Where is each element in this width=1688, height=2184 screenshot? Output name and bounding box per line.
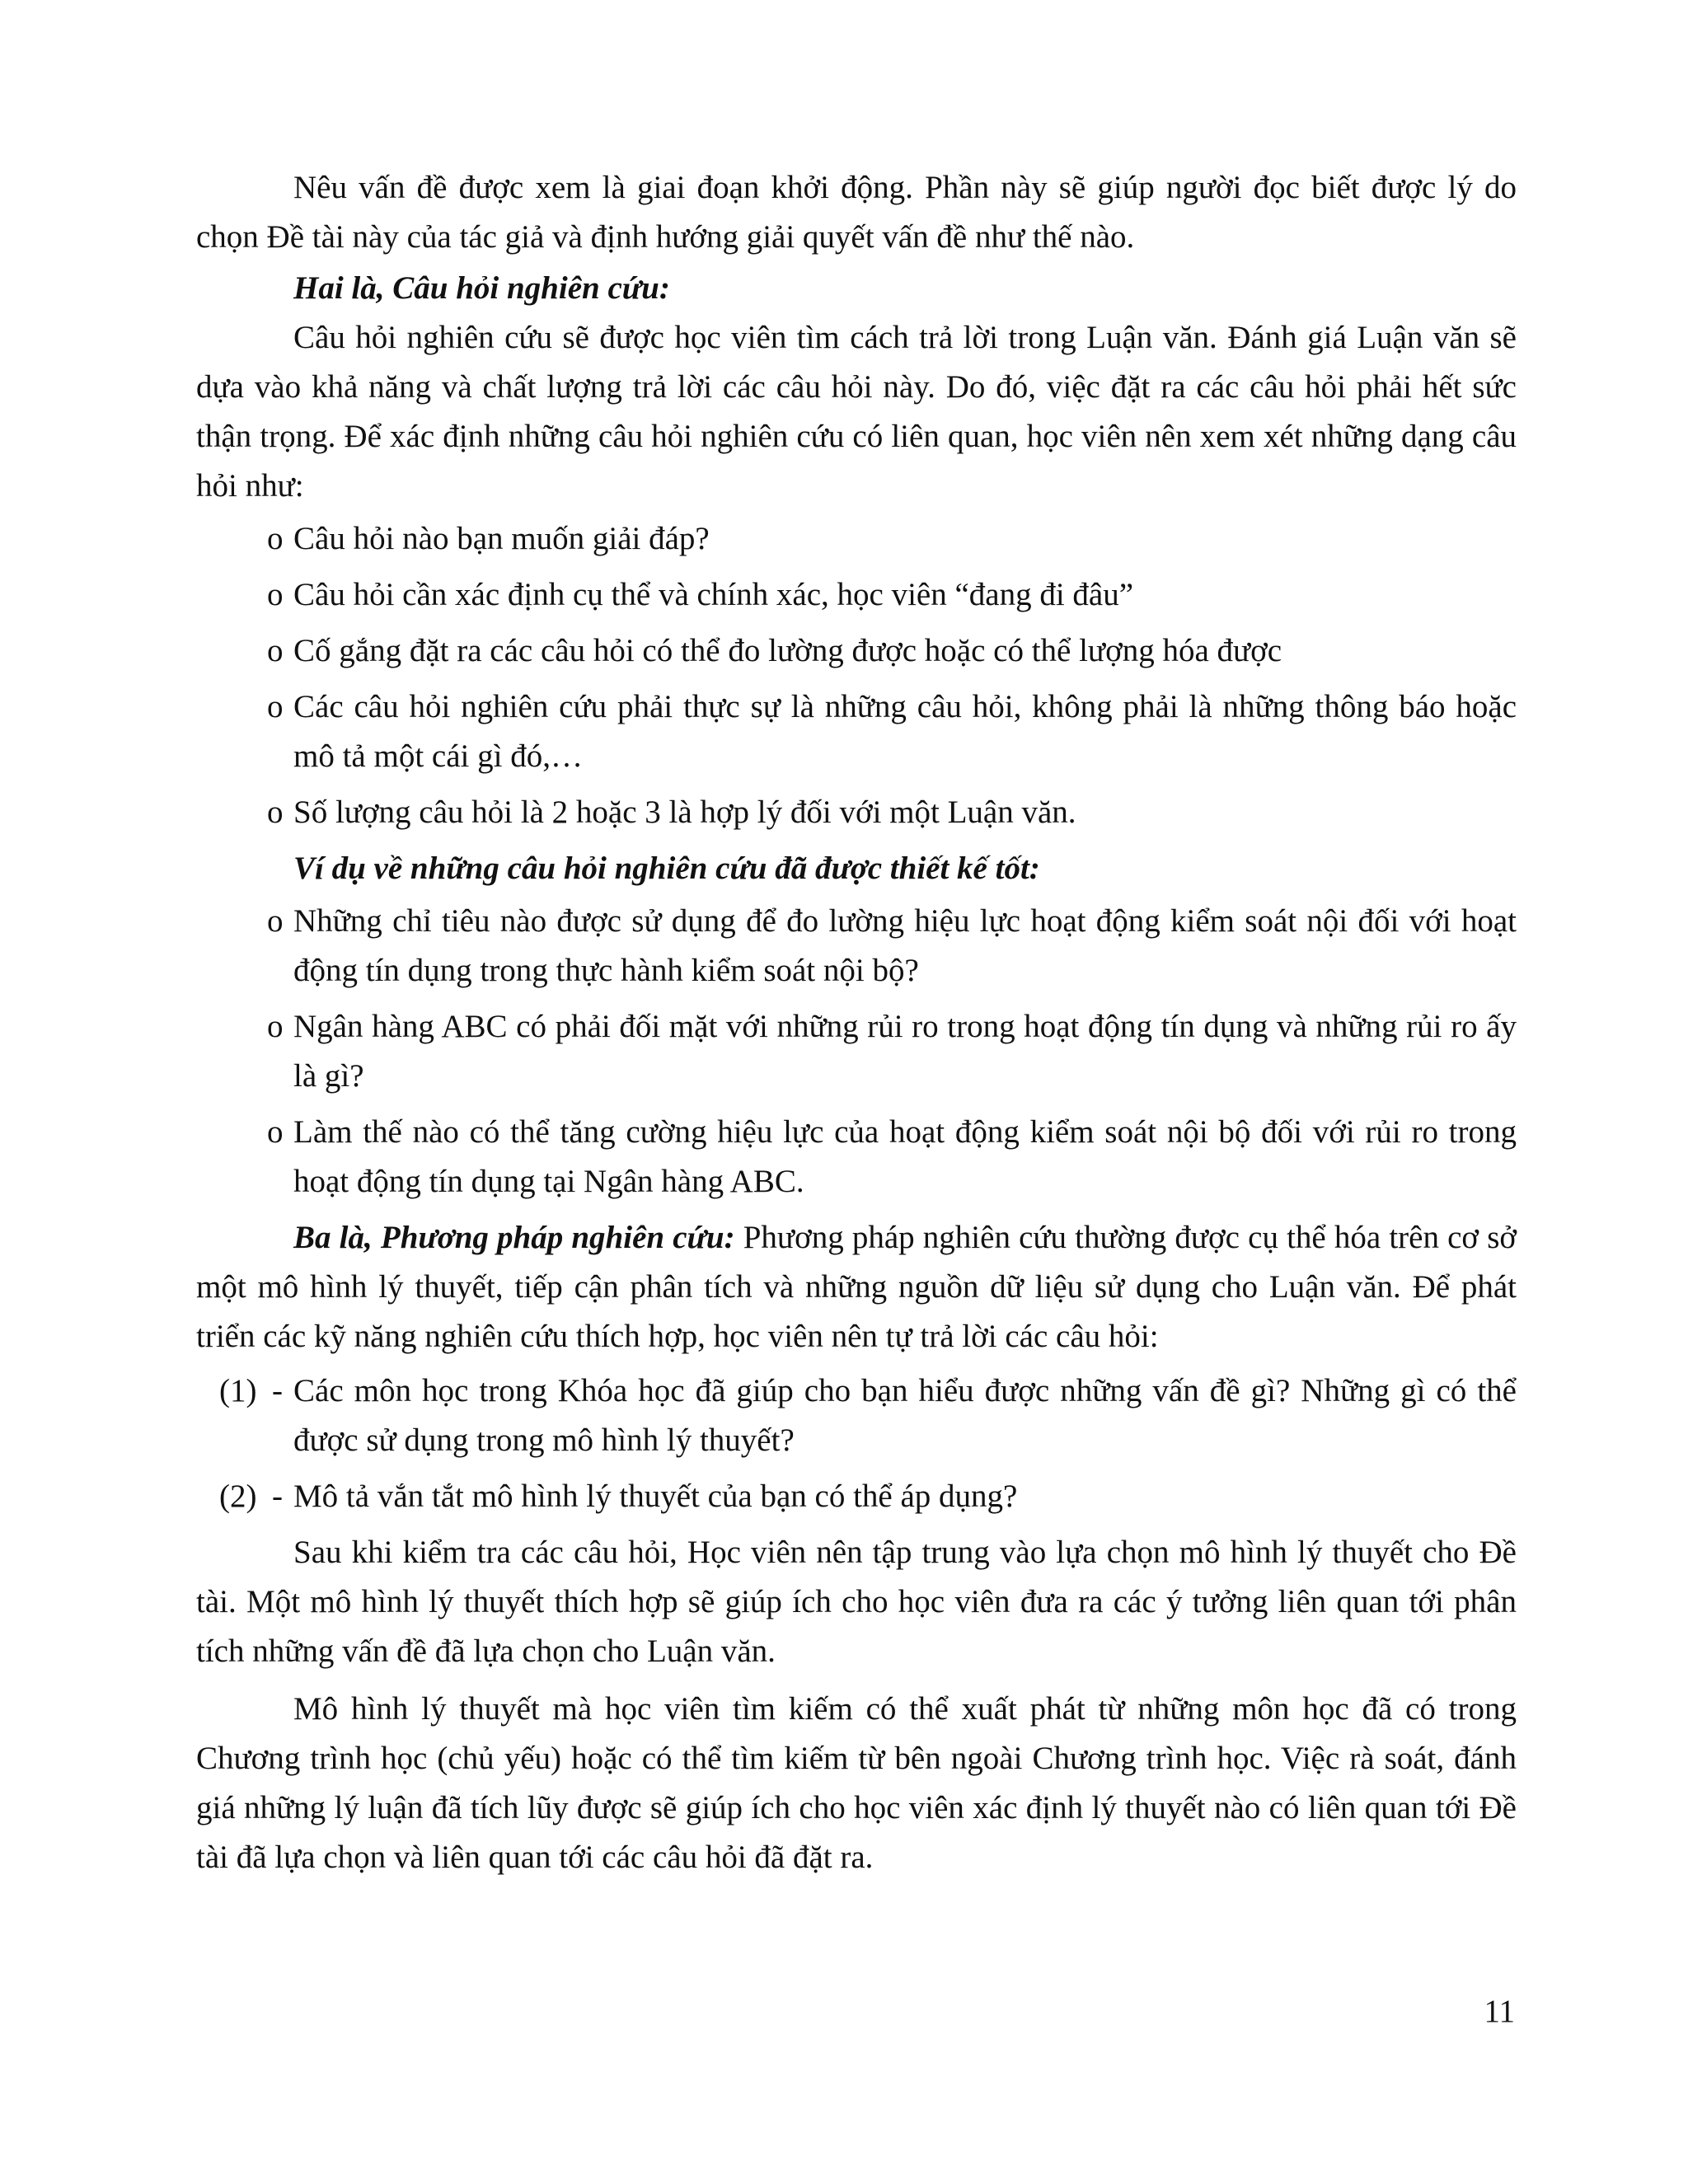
item-dash: - bbox=[272, 1373, 283, 1408]
closing-paragraph: Mô hình lý thuyết mà học viên tìm kiếm có thể xuất phát từ những môn học đã có trong Chương trình học (chủ yếu) hoặc có thể tìm kiếm từ bên ngoài Chương trình học. Việc rà soát, đánh giá những lý luận đã tích lũy được sẽ giúp ích cho học viên xác định lý thuyết nào có liên quan tới Đề tài đã lựa chọn và liên quan tới các câu hỏi đã đặt ra. bbox=[196, 1691, 1517, 1875]
page-number: 11 bbox=[1484, 1994, 1515, 2029]
list-item-text: Làm thế nào có thể tăng cường hiệu lực của hoạt động kiểm soát nội bộ đối với rủi ro trong hoạt động tín dụng tại Ngân hàng ABC. bbox=[293, 1114, 1517, 1199]
intro-paragraph: Nêu vấn đề được xem là giai đoạn khởi động. Phần này sẽ giúp người đọc biết được lý do chọn Đề tài này của tác giả và định hướng giải quyết vấn đề như thế nào. bbox=[196, 170, 1517, 255]
list-item bbox=[196, 1366, 1517, 1465]
document-page bbox=[196, 163, 1517, 1882]
list-item-text: Các câu hỏi nghiên cứu phải thực sự là những câu hỏi, không phải là những thông báo hoặc mô tả một cái gì đó,… bbox=[293, 689, 1517, 774]
bullet-marker: o bbox=[267, 521, 284, 556]
list-item-text: Các môn học trong Khóa học đã giúp cho bạn hiểu được những vấn đề gì? Những gì có thể được sử dụng trong mô hình lý thuyết? bbox=[293, 1373, 1517, 1458]
spacer bbox=[196, 1676, 1517, 1685]
list-item bbox=[196, 1472, 1517, 1521]
section-two-paragraph: Câu hỏi nghiên cứu sẽ được học viên tìm cách trả lời trong Luận văn. Đánh giá Luận văn sẽ dựa vào khả năng và chất lượng trả lời các câu hỏi này. Do đó, việc đặt ra các câu hỏi phải hết sức thận trọng. Để xác định những câu hỏi nghiên cứu có liên quan, học viên nên xem xét những dạng câu hỏi như: bbox=[196, 320, 1517, 504]
bullet-marker: o bbox=[267, 1009, 284, 1044]
item-number: (1) bbox=[219, 1373, 257, 1408]
method-questions-list bbox=[196, 1366, 1517, 1521]
list-item-text: Câu hỏi nào bạn muốn giải đáp? bbox=[293, 521, 710, 556]
list-item bbox=[196, 1002, 1517, 1101]
bullet-marker: o bbox=[267, 794, 284, 830]
list-item-text: Mô tả vắn tắt mô hình lý thuyết của bạn có thể áp dụng? bbox=[293, 1479, 1018, 1514]
bullet-marker: o bbox=[267, 689, 284, 724]
section-three-paragraph bbox=[196, 1213, 1517, 1361]
section-three-text: Phương pháp nghiên cứu thường được cụ thể hóa trên cơ sở một mô hình lý thuyết, tiếp cận phân tích và những nguồn dữ liệu sử dụng cho Luận văn. Để phát triển các kỹ năng nghiên cứu thích hợp, học viên nên tự trả lời các câu hỏi: bbox=[196, 1220, 1517, 1354]
list-item bbox=[196, 570, 1517, 620]
examples-heading: Ví dụ về những câu hỏi nghiên cứu đã được thiết kế tốt: bbox=[293, 851, 1040, 886]
list-item-text: Cố gắng đặt ra các câu hỏi có thể đo lường được hoặc có thể lượng hóa được bbox=[293, 633, 1282, 668]
list-item bbox=[196, 1108, 1517, 1207]
paragraph-after-questions: Sau khi kiểm tra các câu hỏi, Học viên nên tập trung vào lựa chọn mô hình lý thuyết cho Đề tài. Một mô hình lý thuyết thích hợp sẽ giúp ích cho học viên đưa ra các ý tưởng liên quan tới phân tích những vấn đề đã lựa chọn cho Luận văn. bbox=[196, 1535, 1517, 1669]
bullet-marker: o bbox=[267, 903, 284, 939]
list-item bbox=[196, 788, 1517, 837]
examples-list bbox=[196, 897, 1517, 1207]
list-item bbox=[196, 514, 1517, 564]
list-item-text: Số lượng câu hỏi là 2 hoặc 3 là hợp lý đối với một Luận văn. bbox=[293, 794, 1076, 830]
question-type-list bbox=[196, 514, 1517, 837]
list-item bbox=[196, 682, 1517, 781]
item-dash: - bbox=[272, 1479, 283, 1514]
bullet-marker: o bbox=[267, 633, 284, 668]
list-item-text: Câu hỏi cần xác định cụ thể và chính xác, học viên “đang đi đâu” bbox=[293, 577, 1134, 612]
bullet-marker: o bbox=[267, 1114, 284, 1150]
list-item bbox=[196, 626, 1517, 676]
list-item-text: Ngân hàng ABC có phải đối mặt với những rủi ro trong hoạt động tín dụng và những rủi ro ấy là gì? bbox=[293, 1009, 1517, 1094]
item-number: (2) bbox=[219, 1479, 257, 1514]
list-item bbox=[196, 897, 1517, 996]
list-item-text: Những chỉ tiêu nào được sử dụng để đo lường hiệu lực hoạt động kiểm soát nội đối với hoạt động tín dụng trong thực hành kiểm soát nội bộ? bbox=[293, 903, 1517, 988]
section-two-heading: Hai là, Câu hỏi nghiên cứu: bbox=[293, 270, 670, 306]
section-three-heading: Ba là, Phương pháp nghiên cứu: bbox=[293, 1220, 735, 1255]
bullet-marker: o bbox=[267, 577, 284, 612]
